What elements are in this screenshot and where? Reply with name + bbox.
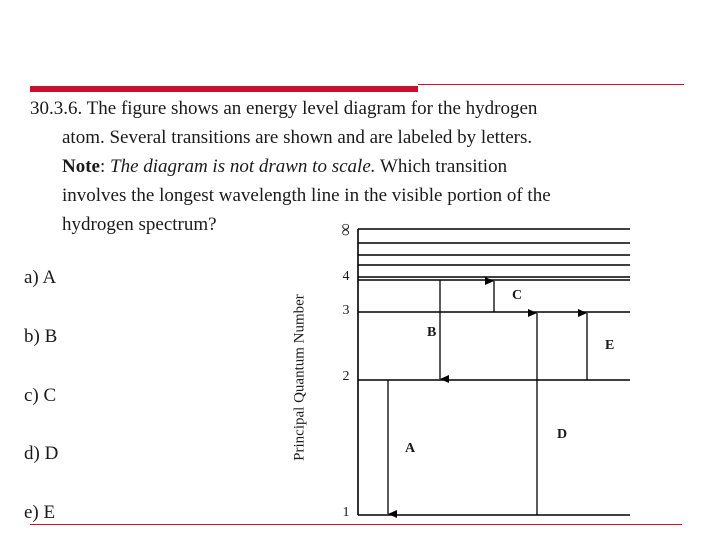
energy-level-diagram bbox=[285, 217, 655, 522]
transition-label-b: B bbox=[427, 325, 437, 340]
answer-c[interactable]: c) C bbox=[24, 385, 57, 406]
question-line-5: hydrogen spectrum? bbox=[62, 214, 217, 235]
note-colon: : bbox=[99, 156, 106, 177]
axis-label: Principal Quantum Number bbox=[291, 294, 308, 461]
question-line-3 bbox=[30, 152, 710, 181]
answer-d[interactable]: d) D bbox=[24, 443, 59, 464]
transition-label-e: E bbox=[605, 338, 615, 353]
question-line-3-rest: Which transition bbox=[375, 156, 508, 177]
header-red-bar bbox=[30, 86, 418, 92]
level-label-1: 1 bbox=[342, 505, 350, 520]
answer-e[interactable]: e) E bbox=[24, 502, 56, 523]
note-label: Note bbox=[62, 156, 100, 177]
level-label-3: 3 bbox=[342, 303, 350, 318]
transition-label-c: C bbox=[512, 288, 523, 303]
footer-thin-rule bbox=[30, 524, 682, 525]
transition-label-a: A bbox=[405, 441, 416, 456]
note-text: The diagram is not drawn to scale. bbox=[110, 156, 376, 177]
level-label-4: 4 bbox=[342, 269, 350, 284]
level-label-infinity: ∞ bbox=[336, 223, 357, 236]
level-label-2: 2 bbox=[342, 369, 350, 384]
header-thin-rule bbox=[418, 84, 684, 85]
question-line-4: involves the longest wavelength line in the visible portion of the bbox=[62, 185, 551, 206]
answer-a[interactable]: a) A bbox=[24, 267, 57, 288]
answer-b[interactable]: b) B bbox=[24, 326, 58, 347]
question-line-2: atom. Several transitions are shown and are labeled by letters. bbox=[62, 127, 533, 148]
transition-label-d: D bbox=[557, 427, 568, 442]
question-line-1: 30.3.6. The figure shows an energy level diagram for the hydrogen bbox=[30, 98, 538, 119]
